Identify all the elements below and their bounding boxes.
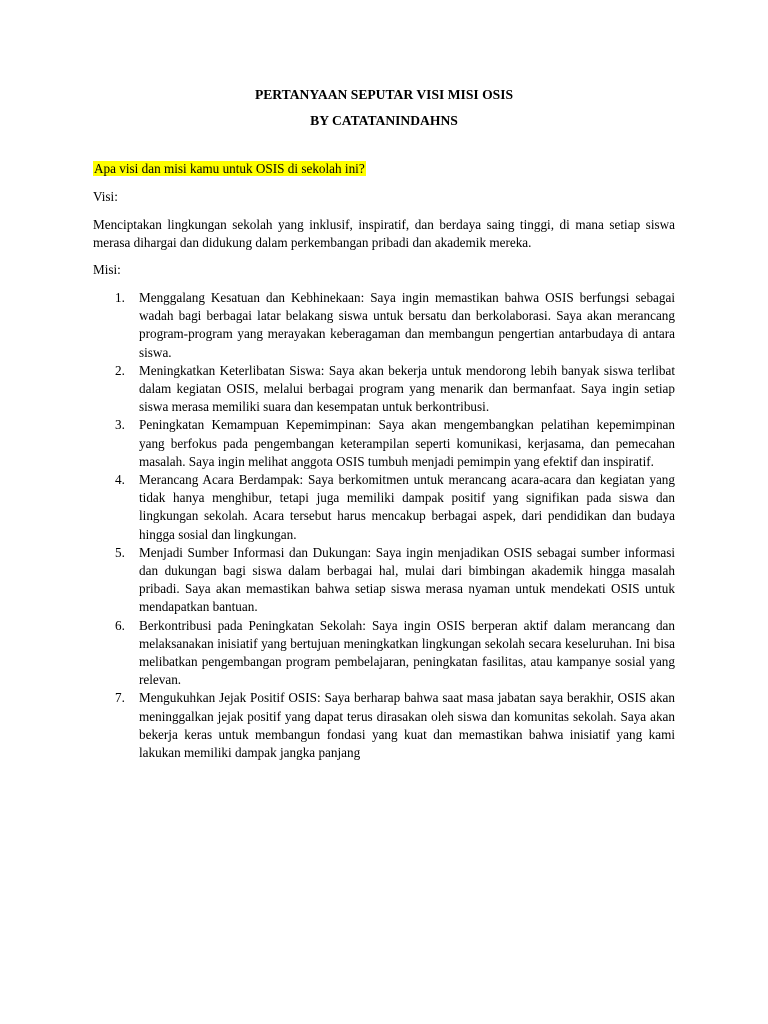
mission-number: 5. [115,544,125,560]
vision-paragraph: Menciptakan lingkungan sekolah yang inklusif, inspiratif, dan berdaya saing tinggi, di mana setiap siswa merasa dihargai dan didukung dalam perkembangan pribadi dan akademik mereka. [93,217,675,250]
document-title: PERTANYAAN SEPUTAR VISI MISI OSIS [254,87,514,102]
mission-number: 2. [115,362,125,378]
highlighted-question: Apa visi dan misi kamu untuk OSIS di sekolah ini? [94,161,365,176]
mission-number: 4. [115,472,125,488]
mission-item-2 [93,362,675,417]
mission-item-7 [93,689,675,762]
mission-text: Meningkatkan Keterlibatan Siswa: Saya akan bekerja untuk mendorong lebih banyak siswa terlibat dalam kegiatan OSIS, melalui berbagai program yang menarik dan bermanfaat. Saya ingin setiap siswa merasa memiliki suara dan kesempatan untuk berkontribusi. [139,362,675,415]
mission-label: Misi: [93,262,121,277]
mission-text: Mengukuhkan Jejak Positif OSIS: Saya berharap bahwa saat masa jabatan saya berakhir, OSIS akan meninggalkan jejak positif yang dapat terus dirasakan oleh siswa dan komunitas sekolah. Saya akan bekerja keras untuk membangun fondasi yang kuat dan memastikan bahwa inisiatif yang kami lakukan memiliki dampak jangka panjang [139,690,675,761]
mission-item-5 [93,544,675,617]
question-line [93,160,675,178]
document-subtitle: BY CATATANINDAHNS [310,113,458,128]
mission-text: Berkontribusi pada Peningkatan Sekolah: Saya ingin OSIS berperan aktif dalam merancang dan melaksanakan inisiatif yang bertujuan meningkatkan lingkungan sekolah secara keseluruhan. Ini bisa melibatkan pengembangan program pembelajaran, peningkatan fasilitas, atau kampanye sosial yang relevan. [139,617,675,688]
mission-item-6 [93,617,675,690]
mission-number: 6. [115,617,125,633]
mission-text: Peningkatan Kemampuan Kepemimpinan: Saya akan mengembangkan pelatihan kepemimpinan yang berfokus pada pengembangan keterampilan seperti komunikasi, kerjasama, dan pemecahan masalah. Saya ingin melihat anggota OSIS tumbuh menjadi pemimpin yang efektif dan inspiratif. [139,417,675,469]
vision-label: Visi: [93,189,118,204]
mission-item-3 [93,416,675,471]
mission-text: Menggalang Kesatuan dan Kebhinekaan: Saya ingin memastikan bahwa OSIS berfungsi sebagai wadah bagi berbagai latar belakang siswa untuk bersatu dan berkolaborasi. Saya akan merancang program-program yang merayakan keberagaman dan membangun pengertian antarbudaya di antara siswa. [139,290,675,360]
document-content [93,86,675,762]
mission-item-1 [93,289,675,362]
mission-list [93,289,675,762]
mission-text: Merancang Acara Berdampak: Saya berkomitmen untuk merancang acara-acara dan kegiatan yang tidak hanya menghibur, tetapi juga memiliki dampak positif yang signifikan pada siswa dan lingkungan sekolah. Acara tersebut harus mencakup berbagai aspek, dari pendidikan dan budaya hingga sosial dan lingkungan. [139,472,675,542]
mission-item-4 [93,471,675,544]
mission-number: 1. [115,290,125,305]
mission-number: 7. [115,690,125,706]
mission-number: 3. [115,417,125,433]
mission-text: Menjadi Sumber Informasi dan Dukungan: Saya ingin menjadikan OSIS sebagai sumber informasi dan dukungan bagi siswa dalam berbagai hal, mulai dari bimbingan akademik hingga masalah pribadi. Saya akan memastikan bahwa setiap siswa merasa nyaman untuk mendekati OSIS untuk mendapatkan bantuan. [139,544,675,615]
